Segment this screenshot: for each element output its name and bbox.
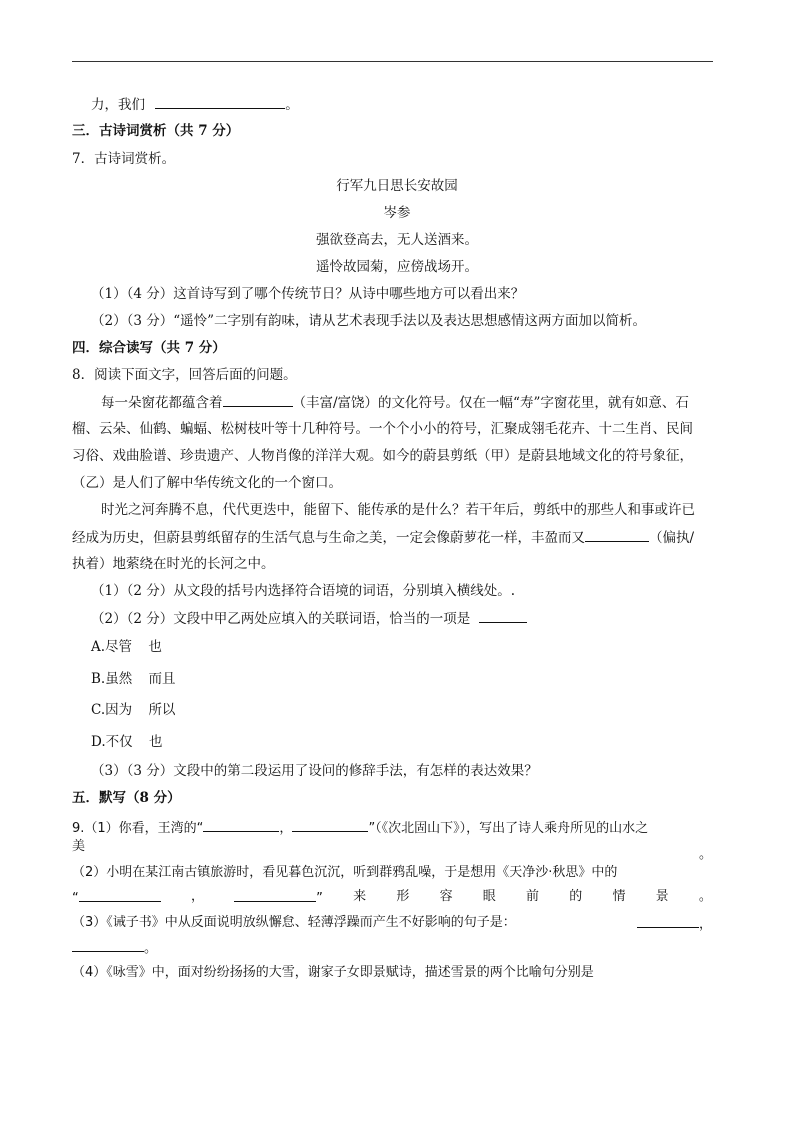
text: 来 (353, 889, 367, 904)
passage-line (72, 528, 694, 547)
text: 景 (655, 889, 669, 904)
question-8-sub-2 (91, 609, 527, 628)
text: 。 (285, 97, 299, 113)
poem-line-2: 遥怜故园菊，应傍战场开。 (316, 259, 478, 275)
section-title-3: 三．古诗词赏析（共 7 分） (72, 123, 240, 139)
blank-group (637, 914, 712, 934)
option-text: 也 (148, 734, 163, 750)
text: 经成为历史，但蔚县剪纸留存的生活气息与生命之美，一定会像蔚萝花一样，丰盈而又 (72, 530, 585, 546)
question-8-sub-3: （3）（3 分）文段中的第二段运用了设问的修辞手法，有怎样的表达效果？ (91, 763, 538, 779)
text: ”（《次北固山下》），写出了诗人乘舟所见的山水之 (368, 821, 649, 836)
option-text: 而且 (148, 671, 176, 687)
question-7-sub-2: （2）（3 分）“遥怜”二字别有韵味，请从艺术表现手法以及表达思想感情这两方面加以简析。 (91, 313, 647, 329)
quote-blank-group (234, 888, 323, 908)
answer-blank[interactable] (479, 609, 527, 623)
option-label: D.不仅 (91, 734, 133, 750)
question-9-line-1 (72, 818, 648, 838)
answer-blank[interactable] (292, 818, 368, 832)
question-9-line-4 (72, 888, 712, 908)
passage-line: 榴、云朵、仙鹤、蝙蝠、松树枝叶等十几种符号。一个个小小的符号，汇聚成翎毛花卉、十二生肖、民间 (72, 421, 693, 437)
question-7-intro: 7．古诗词赏析。 (72, 151, 176, 167)
option-text: 也 (148, 639, 162, 655)
text: （2）（2 分）文段中甲乙两处应填入的关联词语，恰当的一项是 (91, 611, 471, 627)
option-text: 所以 (148, 702, 176, 718)
poem-line-1: 强欲登高去，无人送酒来。 (316, 232, 478, 248)
header-rule (72, 61, 713, 62)
answer-blank[interactable] (234, 888, 316, 902)
text: 每一朵窗花都蕴含着 (101, 395, 223, 411)
answer-blank[interactable] (585, 528, 649, 542)
option-b[interactable] (91, 670, 176, 688)
passage-line: 时光之河奔腾不息，代代更迭中，能留下、能传承的是什么？若干年后，剪纸中的那些人和事或许已 (101, 502, 695, 518)
text: “ (72, 891, 79, 906)
question-8-intro: 8．阅读下面文字，回答后面的问题。 (72, 367, 297, 383)
passage-line: 执着）地萦绕在时光的长河之中。 (72, 556, 275, 572)
passage-line: （乙）是人们了解中华传统文化的一个窗口。 (72, 475, 342, 491)
text: ， (190, 889, 204, 904)
continuation-line (91, 95, 299, 114)
option-label: C.因为 (91, 702, 133, 718)
poem-title: 行军九日思长安故园 (336, 178, 458, 194)
text: ， (279, 821, 293, 836)
question-9-line-6 (72, 938, 157, 958)
text: 眼 (482, 889, 496, 904)
text: 前 (526, 889, 540, 904)
quote-blank-group (72, 888, 161, 908)
question-7-sub-1: （1）（4 分）这首诗写到了哪个传统节日？从诗中哪些地方可以看出来？ (91, 286, 525, 302)
section-title-4: 四．综合读写（共 7 分） (72, 340, 226, 356)
option-a[interactable] (91, 638, 162, 656)
question-9-line-2 (72, 838, 712, 864)
answer-blank[interactable] (637, 914, 699, 928)
option-label: A.尽管 (91, 639, 133, 655)
question-9-line-3: （2）小明在某江南古镇旅游时，看见暮色沉沉，听到群鸦乱噪，于是想用《天净沙·秋思》中的 (72, 865, 618, 880)
text: 美 (72, 839, 86, 854)
text: 情 (612, 889, 626, 904)
poem-author: 岑参 (383, 205, 411, 221)
question-9-line-5 (72, 914, 712, 934)
text: （偏执/ (649, 530, 695, 546)
text: 容 (439, 889, 453, 904)
question-9-line-7: （4）《咏雪》中，面对纷纷扬扬的大雪，谢家子女即景赋诗，描述雪景的两个比喻句分别是 (72, 965, 594, 980)
text: 9.（1）你看，王湾的“ (72, 821, 204, 836)
text: ” (316, 891, 323, 906)
answer-blank[interactable] (203, 818, 279, 832)
text: （3）《诫子书》中从反面说明放纵懈怠、轻薄浮躁而产生不好影响的句子是： (72, 915, 516, 930)
passage-line (101, 393, 689, 412)
text: 形 (396, 889, 410, 904)
option-c[interactable] (91, 701, 175, 719)
text: 的 (569, 889, 583, 904)
text: 。 (698, 889, 712, 904)
question-8-sub-1: （1）（2 分）从文段的括号内选择符合语境的词语，分别填入横线处。. (91, 583, 516, 599)
text: （丰富/富饶）的文化符号。仅在一幅“寿”字窗花里，就有如意、石 (292, 395, 689, 411)
option-d[interactable] (91, 733, 162, 751)
answer-blank[interactable] (72, 938, 144, 952)
answer-blank[interactable] (223, 393, 293, 407)
text: ， (698, 917, 712, 932)
option-label: B.虽然 (91, 671, 133, 687)
answer-blank[interactable] (155, 95, 285, 109)
text: 。 (144, 941, 158, 956)
section-title-5: 五．默写（8 分） (72, 790, 181, 806)
text: 。 (698, 847, 712, 862)
text: 力，我们 (91, 97, 145, 113)
answer-blank[interactable] (79, 888, 161, 902)
passage-line: 习俗、戏曲脸谱、珍贵遗产、人物肖像的洋洋大观。如今的蔚县剪纸（甲）是蔚县地域文化的符号象征， (72, 448, 693, 464)
